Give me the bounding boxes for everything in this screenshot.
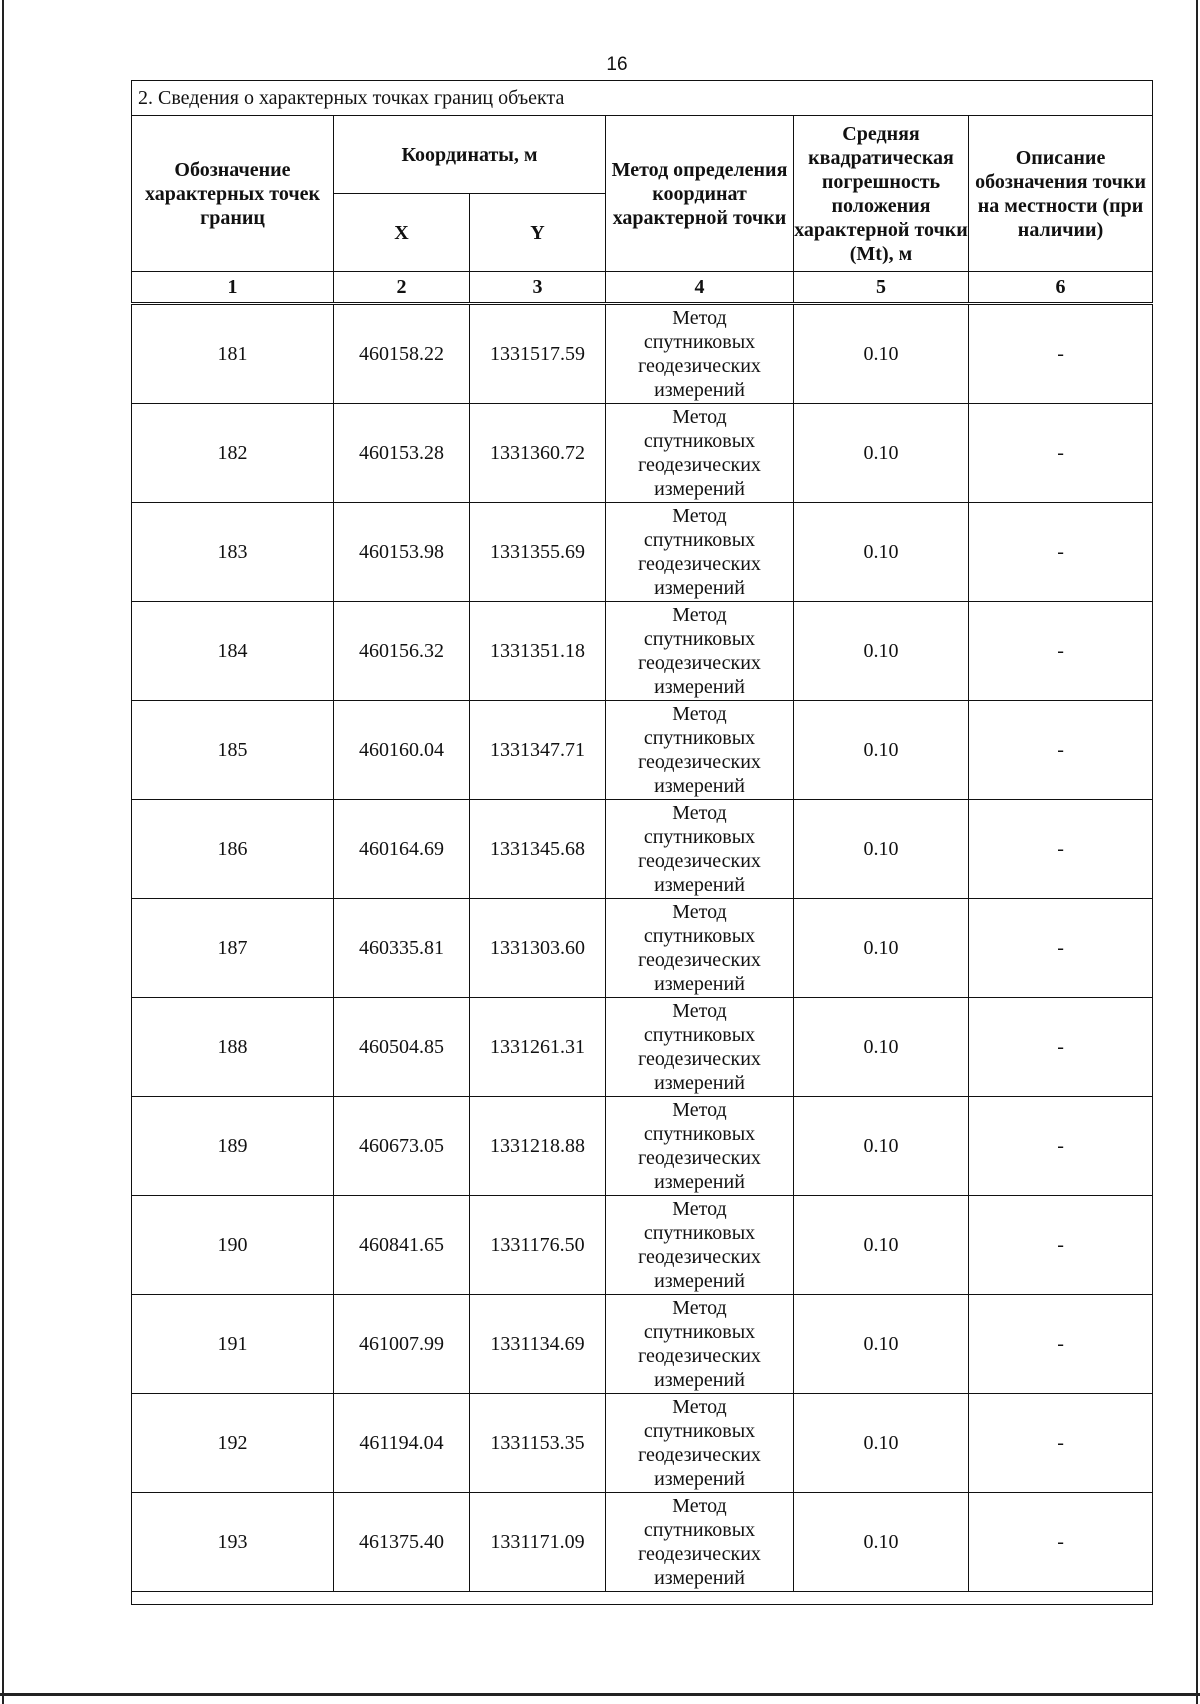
header-coordinates: Координаты, м — [334, 116, 606, 194]
method-line: Метод — [672, 307, 727, 329]
method-line: Метод — [672, 1495, 727, 1517]
method-line: спутниковых — [643, 331, 756, 353]
coord-x: 461007.99 — [334, 1295, 470, 1394]
method — [606, 1394, 794, 1493]
method-line: спутниковых — [643, 925, 756, 947]
coord-x: 460156.32 — [334, 602, 470, 701]
table-row — [132, 701, 1153, 800]
table-row — [132, 1097, 1153, 1196]
coord-y: 1331218.88 — [470, 1097, 606, 1196]
column-index: 4 — [606, 272, 794, 304]
table-row — [132, 404, 1153, 503]
column-index: 2 — [334, 272, 470, 304]
method-line: измерений — [654, 874, 745, 896]
coord-x: 460335.81 — [334, 899, 470, 998]
point-description: - — [969, 701, 1153, 800]
header-x: X — [334, 194, 470, 272]
method-line: измерений — [654, 577, 745, 599]
method-line: Метод — [672, 901, 727, 923]
coord-y: 1331345.68 — [470, 800, 606, 899]
method — [606, 1295, 794, 1394]
point-id: 186 — [132, 800, 334, 899]
coord-y: 1331355.69 — [470, 503, 606, 602]
coord-x: 460160.04 — [334, 701, 470, 800]
point-description: - — [969, 1394, 1153, 1493]
scan-edge-bottom — [0, 1693, 1200, 1696]
coord-y: 1331517.59 — [470, 304, 606, 404]
method-line: Метод — [672, 1198, 727, 1220]
column-index: 3 — [470, 272, 606, 304]
coord-x: 460504.85 — [334, 998, 470, 1097]
method — [606, 304, 794, 404]
header-accuracy: Средняя квадратическая погрешность положения характерной точки (Mt), м — [794, 116, 969, 272]
boundary-points-table — [131, 80, 1153, 1605]
table-row — [132, 1295, 1153, 1394]
table-row — [132, 304, 1153, 404]
point-id: 192 — [132, 1394, 334, 1493]
accuracy-mt: 0.10 — [794, 503, 969, 602]
method — [606, 602, 794, 701]
coord-x: 460841.65 — [334, 1196, 470, 1295]
column-index: 6 — [969, 272, 1153, 304]
method-line: Метод — [672, 1297, 727, 1319]
point-id: 189 — [132, 1097, 334, 1196]
header-method: Метод определения координат характерной точки — [606, 116, 794, 272]
method-line: геодезических — [638, 1147, 761, 1169]
point-description: - — [969, 998, 1153, 1097]
point-id: 191 — [132, 1295, 334, 1394]
point-description: - — [969, 602, 1153, 701]
table-row — [132, 800, 1153, 899]
table-row — [132, 503, 1153, 602]
accuracy-mt: 0.10 — [794, 602, 969, 701]
method-line: спутниковых — [643, 529, 756, 551]
coord-y: 1331153.35 — [470, 1394, 606, 1493]
coord-x: 460158.22 — [334, 304, 470, 404]
method-line: Метод — [672, 1396, 727, 1418]
coord-x: 460673.05 — [334, 1097, 470, 1196]
accuracy-mt: 0.10 — [794, 304, 969, 404]
method-line: измерений — [654, 973, 745, 995]
coord-x: 461194.04 — [334, 1394, 470, 1493]
scan-edge-left — [2, 0, 4, 1704]
method-line: измерений — [654, 775, 745, 797]
point-description: - — [969, 503, 1153, 602]
accuracy-mt: 0.10 — [794, 701, 969, 800]
method-line: Метод — [672, 703, 727, 725]
point-id: 188 — [132, 998, 334, 1097]
method-line: измерений — [654, 379, 745, 401]
coord-y: 1331347.71 — [470, 701, 606, 800]
point-id: 190 — [132, 1196, 334, 1295]
accuracy-mt: 0.10 — [794, 800, 969, 899]
accuracy-mt: 0.10 — [794, 1295, 969, 1394]
point-id: 184 — [132, 602, 334, 701]
method — [606, 1196, 794, 1295]
coord-y: 1331134.69 — [470, 1295, 606, 1394]
method-line: измерений — [654, 1270, 745, 1292]
method-line: геодезических — [638, 1543, 761, 1565]
point-id: 193 — [132, 1493, 334, 1592]
coord-y: 1331261.31 — [470, 998, 606, 1097]
coord-x: 461375.40 — [334, 1493, 470, 1592]
point-description: - — [969, 800, 1153, 899]
method-line: измерений — [654, 676, 745, 698]
column-index: 5 — [794, 272, 969, 304]
accuracy-mt: 0.10 — [794, 1196, 969, 1295]
method-line: геодезических — [638, 1444, 761, 1466]
method-line: спутниковых — [643, 1519, 756, 1541]
method-line: измерений — [654, 1171, 745, 1193]
section-title: 2. Сведения о характерных точках границ объекта — [132, 81, 1153, 116]
method — [606, 701, 794, 800]
header-y: Y — [470, 194, 606, 272]
table-row — [132, 1196, 1153, 1295]
method-line: Метод — [672, 406, 727, 428]
point-id: 182 — [132, 404, 334, 503]
method — [606, 998, 794, 1097]
method-line: геодезических — [638, 1345, 761, 1367]
coord-y: 1331303.60 — [470, 899, 606, 998]
coord-y: 1331171.09 — [470, 1493, 606, 1592]
coord-x: 460153.98 — [334, 503, 470, 602]
accuracy-mt: 0.10 — [794, 1097, 969, 1196]
method-line: Метод — [672, 505, 727, 527]
method-line: Метод — [672, 802, 727, 824]
method-line: измерений — [654, 1468, 745, 1490]
method-line: измерений — [654, 1567, 745, 1589]
point-id: 187 — [132, 899, 334, 998]
method-line: спутниковых — [643, 430, 756, 452]
method-line: измерений — [654, 1072, 745, 1094]
point-description: - — [969, 1493, 1153, 1592]
column-index: 1 — [132, 272, 334, 304]
table-row — [132, 602, 1153, 701]
accuracy-mt: 0.10 — [794, 899, 969, 998]
header-description: Описание обозначения точки на местности (при наличии) — [969, 116, 1153, 272]
method-line: измерений — [654, 1369, 745, 1391]
method-line: спутниковых — [643, 1024, 756, 1046]
method — [606, 1493, 794, 1592]
table-footer-cell — [132, 1592, 1153, 1605]
method — [606, 503, 794, 602]
method-line: геодезических — [638, 751, 761, 773]
page-number: 16 — [606, 54, 628, 75]
table-row — [132, 1493, 1153, 1592]
table-row — [132, 1394, 1153, 1493]
point-description: - — [969, 1097, 1153, 1196]
scan-edge-right — [1196, 0, 1198, 1704]
method-line: спутниковых — [643, 1420, 756, 1442]
point-description: - — [969, 404, 1153, 503]
point-id: 185 — [132, 701, 334, 800]
header-designation: Обозначение характерных точек границ — [132, 116, 334, 272]
method-line: геодезических — [638, 1246, 761, 1268]
method — [606, 800, 794, 899]
accuracy-mt: 0.10 — [794, 1493, 969, 1592]
method-line: Метод — [672, 604, 727, 626]
point-id: 183 — [132, 503, 334, 602]
method-line: спутниковых — [643, 628, 756, 650]
method-line: Метод — [672, 1000, 727, 1022]
point-description: - — [969, 304, 1153, 404]
method-line: геодезических — [638, 850, 761, 872]
point-description: - — [969, 899, 1153, 998]
accuracy-mt: 0.10 — [794, 404, 969, 503]
coord-x: 460164.69 — [334, 800, 470, 899]
coord-y: 1331351.18 — [470, 602, 606, 701]
method-line: спутниковых — [643, 1123, 756, 1145]
coord-y: 1331176.50 — [470, 1196, 606, 1295]
method-line: геодезических — [638, 355, 761, 377]
point-description: - — [969, 1295, 1153, 1394]
method-line: геодезических — [638, 652, 761, 674]
method-line: измерений — [654, 478, 745, 500]
accuracy-mt: 0.10 — [794, 1394, 969, 1493]
method-line: геодезических — [638, 553, 761, 575]
method — [606, 404, 794, 503]
method-line: геодезических — [638, 949, 761, 971]
method-line: Метод — [672, 1099, 727, 1121]
method-line: спутниковых — [643, 727, 756, 749]
table-row — [132, 998, 1153, 1097]
method-line: геодезических — [638, 454, 761, 476]
table-row — [132, 899, 1153, 998]
accuracy-mt: 0.10 — [794, 998, 969, 1097]
method-line: спутниковых — [643, 1321, 756, 1343]
coord-y: 1331360.72 — [470, 404, 606, 503]
method — [606, 899, 794, 998]
method-line: спутниковых — [643, 826, 756, 848]
point-id: 181 — [132, 304, 334, 404]
table-footer-strip — [132, 1592, 1153, 1605]
method-line: спутниковых — [643, 1222, 756, 1244]
coord-x: 460153.28 — [334, 404, 470, 503]
column-index-row — [132, 272, 1153, 304]
method — [606, 1097, 794, 1196]
method-line: геодезических — [638, 1048, 761, 1070]
point-description: - — [969, 1196, 1153, 1295]
boundary-points-section — [131, 80, 1152, 1605]
